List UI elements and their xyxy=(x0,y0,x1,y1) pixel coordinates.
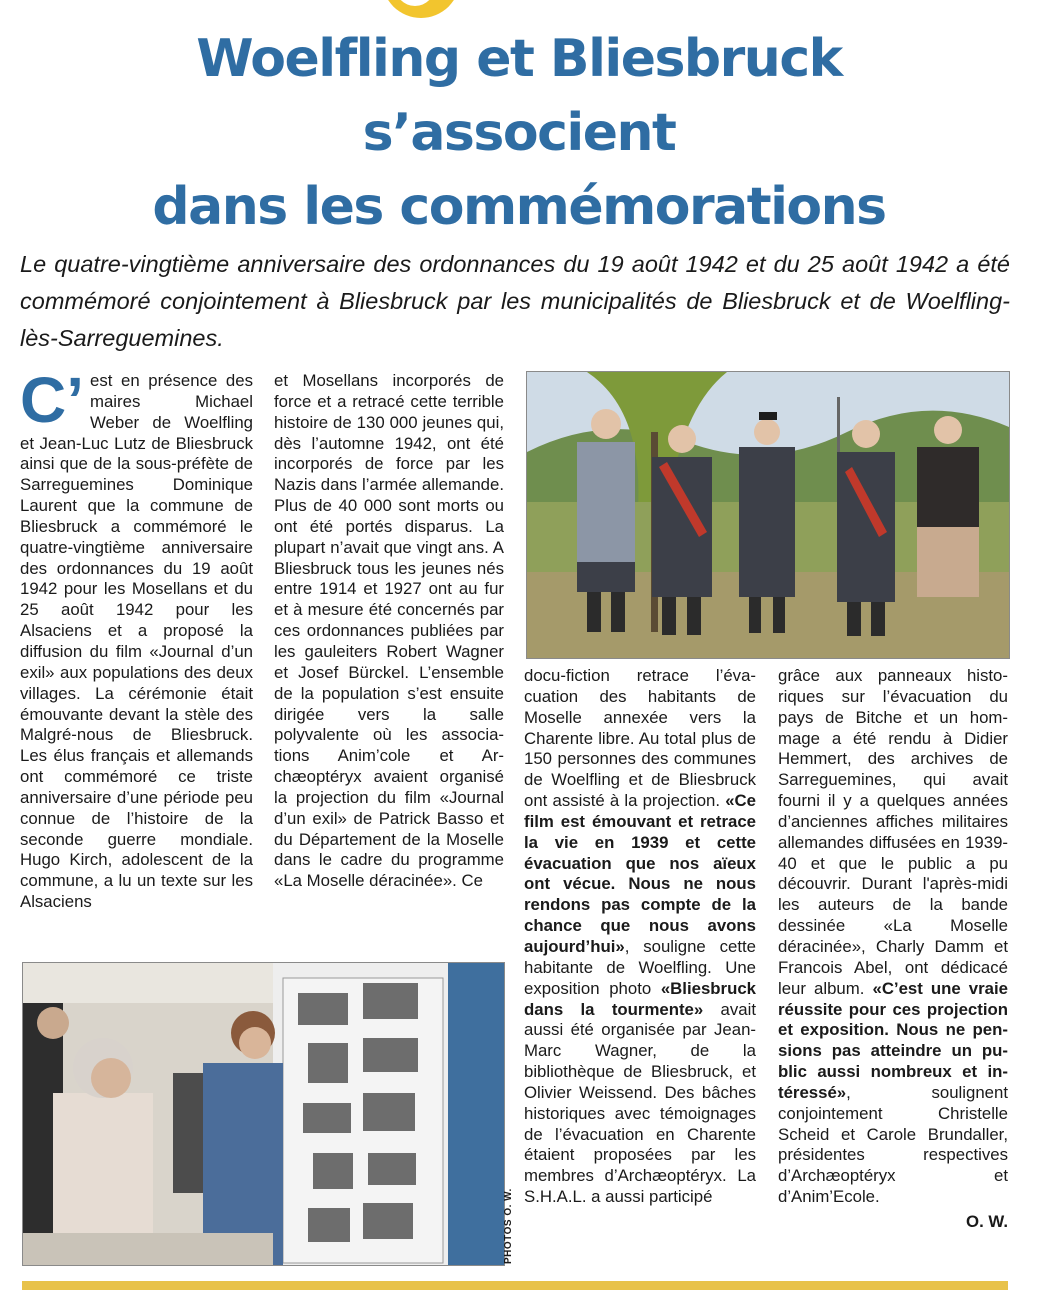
exhibition-photo-illustration xyxy=(23,963,504,1265)
headline-line-1: Woelfling et Bliesbruck xyxy=(196,29,842,89)
drop-cap: C’ xyxy=(20,371,84,436)
column-3-text-a: docu-fiction retrace l’évacuation des habitants de Moselle annexée vers la Charente libre. Au total plus de 150 personnes des communes de Woelfling et de Bliesbruck ont assisté à la projection. xyxy=(524,666,756,811)
exhibition-photo xyxy=(22,962,505,1266)
article-column-2 xyxy=(274,371,504,951)
quote-habitante: «Ce film est émouvant et retrace la vie en 1939 et cette évacuation que nos aïeux ont vécue. Nous ne nous rendons pas compte de la chance que nous avons aujourd’hui» xyxy=(524,791,756,956)
lead-paragraph: Le quatre-vingtième anniversaire des ordonnances du 19 août 1942 et du 25 août 1942 a été commémoré conjointement à Bliesbruck par les municipalités de Bliesbruck et de Woelfling-lès-Sarreguemines. xyxy=(20,251,1010,351)
author-signature: O. W. xyxy=(966,1211,1008,1231)
ceremony-photo-illustration xyxy=(527,372,1009,658)
quote-presidentes: «C’est une vraie réussite pour ces projection et exposition. Nous ne pensions pas atteindre un public aussi nombreux et intéressé» xyxy=(778,978,1008,1102)
column-2-text: et Mosellans incorporés de force et a retracé cette terrible histoire de 130 000 jeunes qui, dès l’automne 1942, ont été incorporés de force par les Nazis dans l’armée allemande. Plus de 40 000 sont morts ou ont été portés disparus. La plupart n’avait que vingt ans. A Bliesbruck tous les jeunes nés entre 1914 et 1927 ont au fur et à mesure été concernés par ces ordonnances publiées par les gauleiters Robert Wagner et Josef Bürckel. L’ensemble de la population s’est ensuite dirigée vers la salle polyvalente où les associations Anim’cole et Archæoptéryx avaient organisé la projection du film «Journal d’un exil» de Patrick Basso et du Département de la Moselle dans le cadre du programme «La Moselle déracinée». Ce xyxy=(274,371,504,891)
column-3-text-b: , souligne cette habitante de Woelfling. Une exposition photo xyxy=(524,936,756,998)
column-4-text-b: , soulignent conjointement Christelle Scheid et Carole Brundaller, présidentes respectives d’Archæoptéryx et d’Anim’Ecole. xyxy=(778,1082,1008,1207)
article-column-1 xyxy=(20,371,253,951)
headline-line-2: s’associent xyxy=(362,103,676,163)
bottom-accent-bar xyxy=(22,1281,1008,1290)
article-column-4 xyxy=(778,666,1008,1266)
headline xyxy=(10,22,1028,244)
column-1-text: est en présence des maires Michael Weber de Woelfling et Jean-Luc Lutz de Bliesbruck ainsi que de la sous-préfète de Sarreguemines Dominique Laurent que la commune de Bliesbruck a commémoré le quatre-vingtième anniversaire des ordonnances du 19 août 1942 pour les Mosellans et du 25 août 1942 pour les Alsaciens et a proposé la diffusion du film «Journal d’un exil» aux populations des deux villages. La cérémonie était émouvante devant la stèle des Malgré-nous de Bliesbruck. Les élus français et allemands ont commémoré ce triste anniversaire d’une période peu connue de l’histoire de la seconde guerre mondiale. Hugo Kirch, adolescent de la commune, a lu un texte sur les Alsaciens xyxy=(20,371,253,912)
headline-line-3: dans les commémorations xyxy=(152,177,886,237)
column-3-text-c: avait aussi été organisée par Jean-Marc Wagner, de la bibliothèque de Bliesbruck, et Olivier Weissend. Des bâches historiques avec témoignages de l’évacuation en Charente étaient proposées par les membres d’Archæoptéryx. La S.H.A.L. a aussi participé xyxy=(524,999,756,1207)
ceremony-photo xyxy=(526,371,1010,659)
article-column-3 xyxy=(524,666,756,1266)
exhibition-title: «Bliesbruck dans la tourmente» xyxy=(524,978,756,1019)
photo-credit: PHOTOS O. W. xyxy=(503,1188,514,1264)
column-4-text-a: grâce aux panneaux historiques sur l’évacuation du pays de Bitche et un hommage a été rendu à Didier Hemmert, des archives de Sarreguemines, qui avait fourni il y a quelques années d’anciennes affiches militaires allemandes diffusées en 1939-40 et que le public a pu découvrir. Durant l'après-midi les auteurs de la bande dessinée «La Moselle déracinée», Charly Damm et Francois Abel, ont dédicacé leur album. xyxy=(778,666,1008,998)
